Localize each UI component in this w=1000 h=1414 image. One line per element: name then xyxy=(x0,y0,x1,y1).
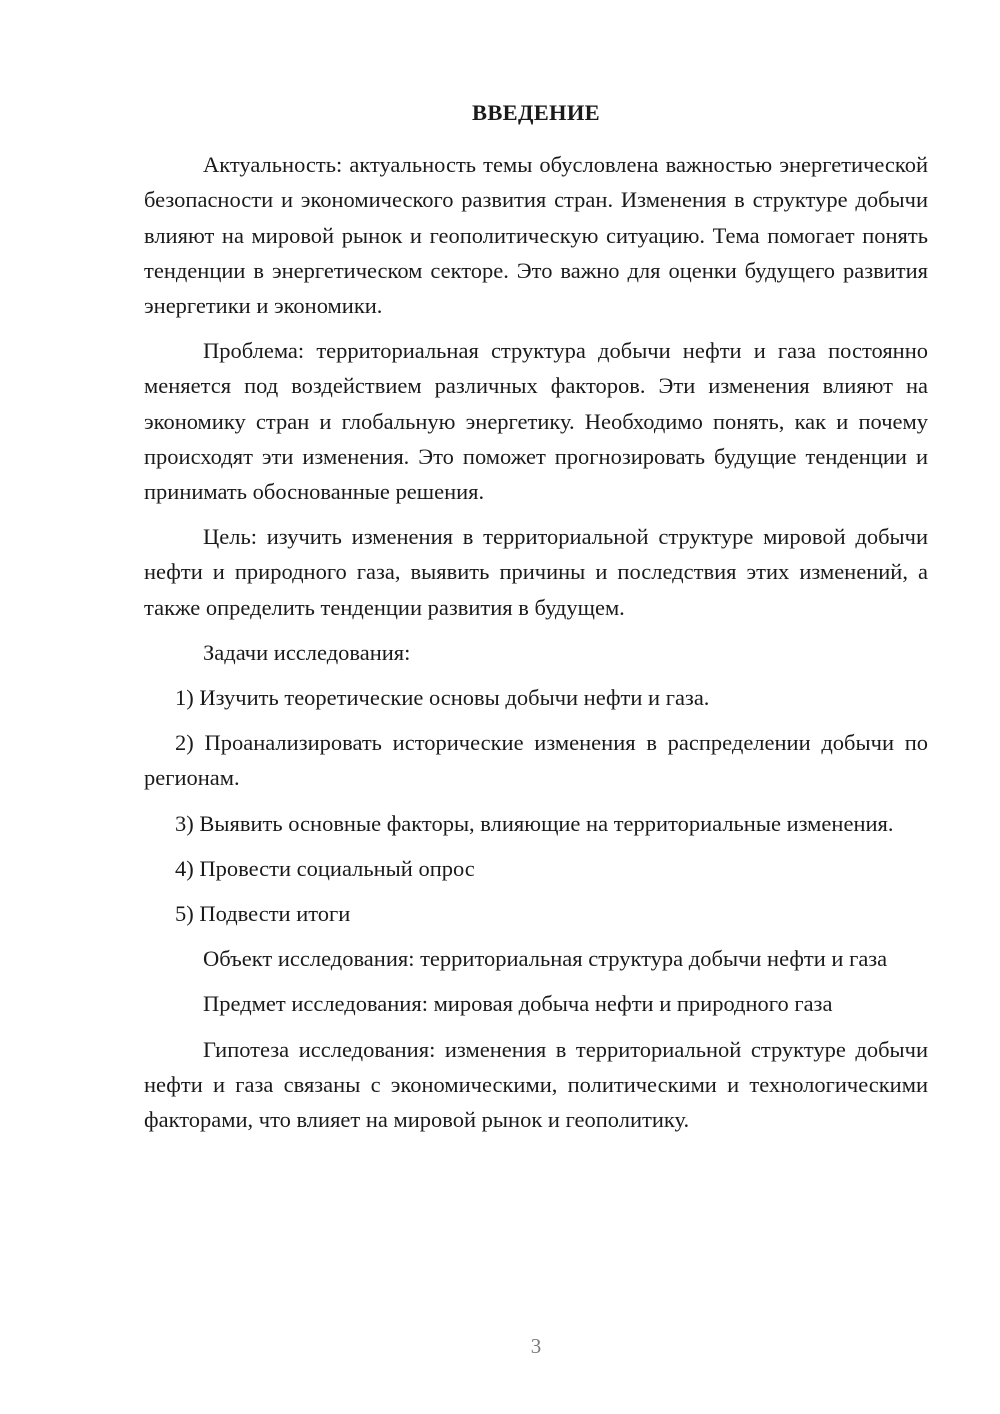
page-number: 3 xyxy=(530,1334,542,1358)
section-title: ВВЕДЕНИЕ xyxy=(472,100,600,125)
task-item-2: 2) Проанализировать исторические изменения в распределении добычи по регионам. xyxy=(144,730,928,791)
object-paragraph: Объект исследования: территориальная структура добычи нефти и газа xyxy=(203,946,888,972)
task-item-5: 5) Подвести итоги xyxy=(175,901,351,927)
hypothesis-paragraph: Гипотеза исследования: изменения в территориальной структуре добычи нефти и газа связаны с экономическими, политическими и технологическими факторами, что влияет на мировой рынок и геополитику. xyxy=(144,1036,928,1133)
relevance-paragraph: Актуальность: актуальность темы обусловлена важностью энергетической безопасности и экономического развития стран. Изменения в структуре добычи влияют на мировой рынок и геополитическую ситуацию. Тема помогает понять тенденции в энергетическом секторе. Это важно для оценки будущего развития энергетики и экономики. xyxy=(144,152,928,319)
task-item-4: 4) Провести социальный опрос xyxy=(175,855,475,881)
problem-paragraph: Проблема: территориальная структура добычи нефти и газа постоянно меняется под воздействием различных факторов. Эти изменения влияют на экономику стран и глобальную энергетику. Необходимо понять, как и почему происходят эти изменения. Это поможет прогнозировать будущие тенденции и принимать обоснованные решения. xyxy=(144,338,928,505)
subject-paragraph: Предмет исследования: мировая добыча нефти и природного газа xyxy=(203,991,833,1017)
task-item-1: 1) Изучить теоретические основы добычи нефти и газа. xyxy=(175,685,710,711)
goal-paragraph: Цель: изучить изменения в территориальной структуре мировой добычи нефти и природного газа, выявить причины и последствия этих изменений, а также определить тенденции развития в будущем. xyxy=(144,524,928,620)
tasks-heading: Задачи исследования: xyxy=(203,639,411,665)
page-content xyxy=(144,95,928,1147)
task-item-3: 3) Выявить основные факторы, влияющие на территориальные изменения. xyxy=(175,810,894,836)
